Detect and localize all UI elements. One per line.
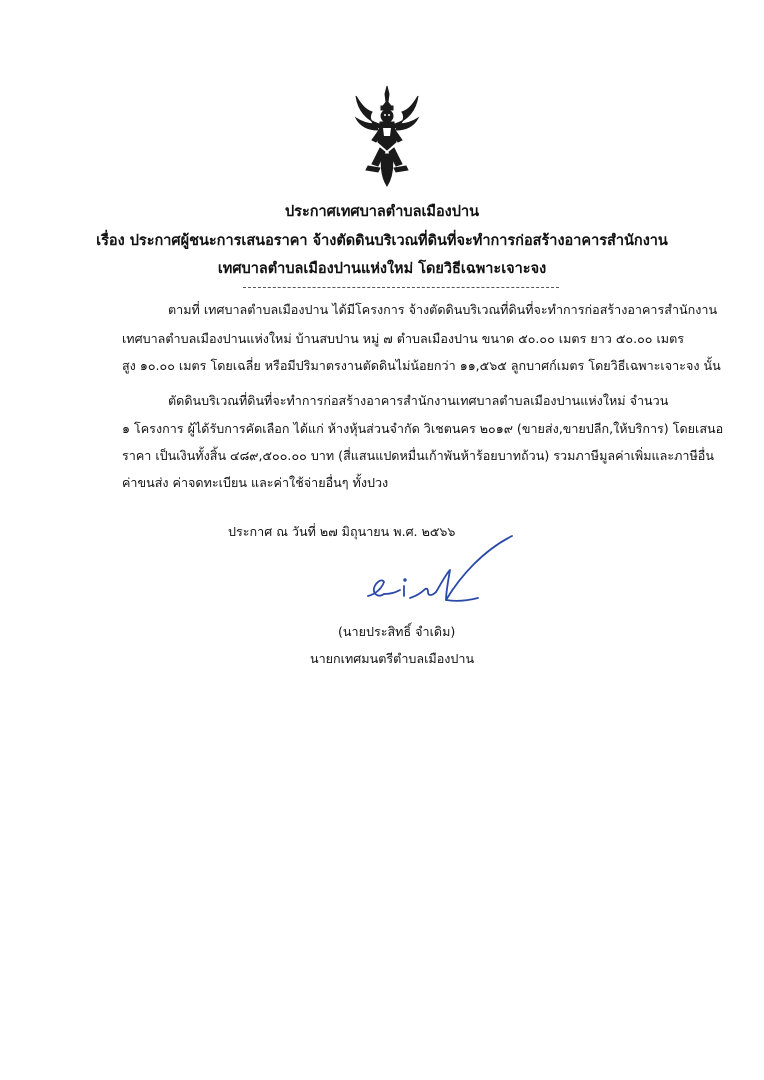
body-paragraph-2-line: ตัดดินบริเวณที่ดินที่จะทำการก่อสร้างอาคารสำนักงานเทศบาลตำบลเมืองปานแห่งใหม่ จำนวน	[168, 393, 669, 408]
handwritten-signature	[362, 530, 522, 620]
announcement-title: ประกาศเทศบาลตำบลเมืองปาน	[284, 204, 480, 220]
signer-position: นายกเทศมนตรีตำบลเมืองปาน	[310, 651, 475, 666]
announcement-subject-continued: เทศบาลตำบลเมืองปานแห่งใหม่ โดยวิธีเฉพาะเจาะจง	[217, 261, 547, 277]
signer-name: (นายประสิทธิ์ จำเดิม)	[338, 624, 456, 639]
garuda-emblem-icon	[352, 84, 422, 188]
body-paragraph-2-line: ราคา เป็นเงินทั้งสิ้น ๔๘๙,๕๐๐.๐๐ บาท (สี่แสนแปดหมื่นเก้าพันห้าร้อยบาทถ้วน) รวมภาษีมูลค่าเพิ่มและภาษีอื่น	[122, 448, 714, 463]
body-paragraph-1-line: สูง ๑๐.๐๐ เมตร โดยเฉลี่ย หรือมีปริมาตรงานตัดดินไม่น้อยกว่า ๑๑,๕๖๕ ลูกบาศก์เมตร โดยวิธีเฉพาะเจาะจง นั้น	[122, 358, 721, 373]
announcement-subject: เรื่อง ประกาศผู้ชนะการเสนอราคา จ้างตัดดินบริเวณที่ดินที่จะทำการก่อสร้างอาคารสำนักงาน	[96, 233, 668, 249]
body-paragraph-1-line: เทศบาลตำบลเมืองปานแห่งใหม่ บ้านสบปาน หมู่ ๗ ตำบลเมืองปาน ขนาด ๕๐.๐๐ เมตร ยาว ๕๐.๐๐ เมตร	[122, 331, 685, 346]
body-paragraph-1-line: ตามที่ เทศบาลตำบลเมืองปาน ได้มีโครงการ จ้างตัดดินบริเวณที่ดินที่จะทำการก่อสร้างอาคารสำนักงาน	[168, 302, 718, 317]
body-paragraph-2-line: ค่าขนส่ง ค่าจดทะเบียน และค่าใช้จ่ายอื่นๆ ทั้งปวง	[122, 475, 389, 490]
body-paragraph-2-line: ๑ โครงการ ผู้ได้รับการคัดเลือก ได้แก่ ห้างหุ้นส่วนจำกัด วิเชตนคร ๒๐๑๙ (ขายส่ง,ขายปลีก,ให้บริการ) โดยเสนอ	[122, 421, 724, 436]
dashed-divider	[243, 287, 559, 288]
announcement-date: ประกาศ ณ วันที่ ๒๗ มิถุนายน พ.ศ. ๒๕๖๖	[228, 524, 456, 539]
